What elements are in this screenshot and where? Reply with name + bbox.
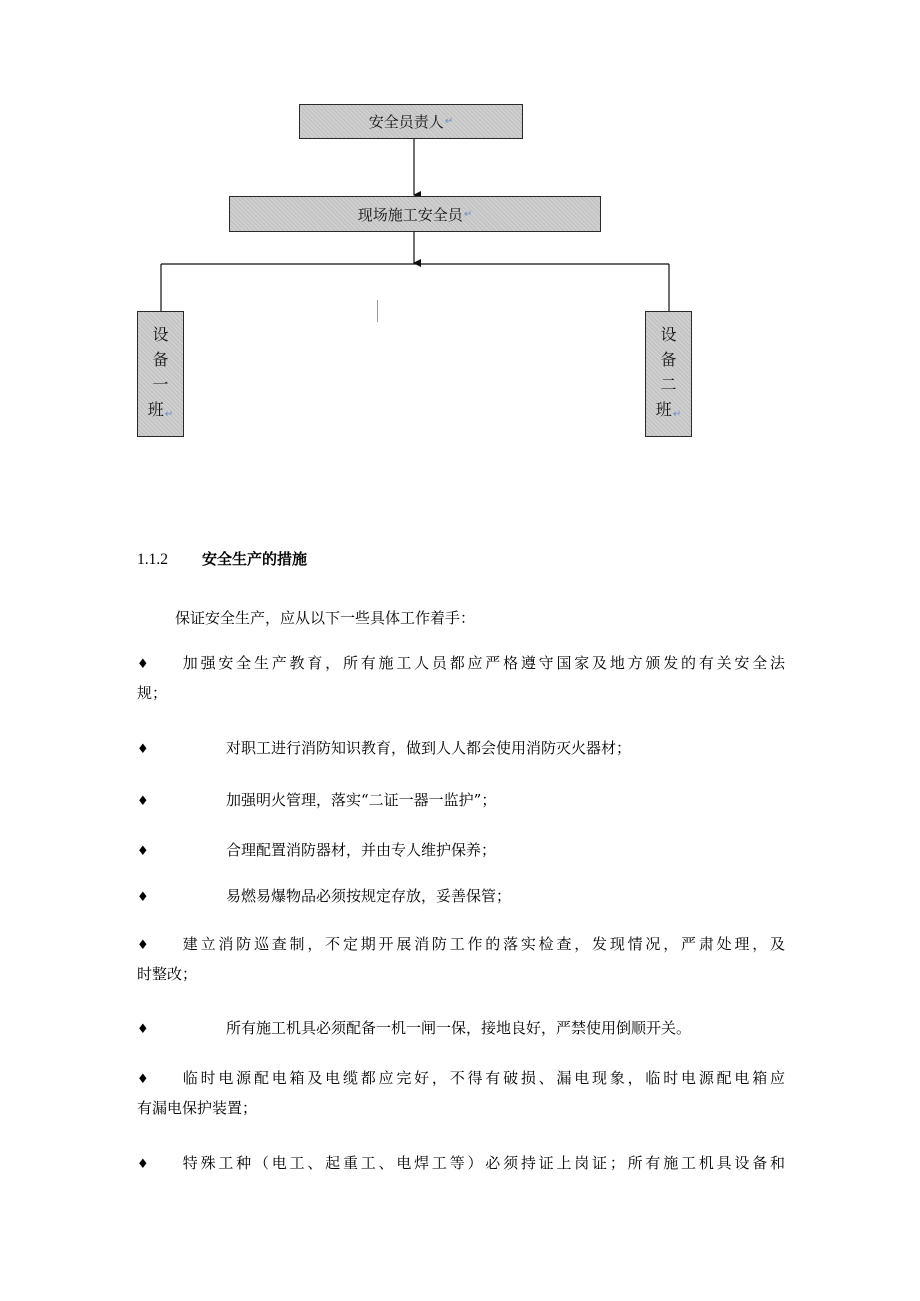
bullet-diamond-icon: ♦ [137,938,149,953]
org-box-team-1-char: 备 [152,349,169,369]
list-item-text: 加强安全生产教育，所有施工人员都应严格遵守国家及地方颁发的有关安全法 [180,654,785,672]
org-box-team-1-char: 设 [152,324,169,344]
bullet-diamond-icon: ♦ [137,1157,149,1172]
org-box-team-2-char [656,397,681,427]
list-item-continuation: 时整改； [137,965,198,983]
list-item-line [137,734,785,764]
intro-paragraph: 保证安全生产，应从以下一些具体工作着手： [175,609,476,627]
paragraph-mark-icon: ↵ [164,408,174,420]
list-item-text: 临时电源配电箱及电缆都应完好，不得有破损、漏电现象，临时电源配电箱应 [180,1069,785,1087]
org-box-site-safety-officer [229,196,601,232]
list-item-line [137,649,785,679]
list-item-continuation: 规； [137,684,168,702]
list-item [137,1149,785,1179]
list-item [137,882,785,912]
list-item-text: 建立消防巡查制，不定期开展消防工作的落实检查，发现情况，严肃处理，及 [180,935,785,953]
org-box-team-2-char-text: 班 [655,399,672,419]
org-box-safety-lead [299,104,523,139]
list-item [137,836,785,866]
list-item-line [137,1014,785,1044]
bullet-diamond-icon: ♦ [137,657,149,672]
paragraph-mark-icon: ↵ [444,116,454,127]
org-box-equipment-team-1 [137,311,184,437]
list-item-line [137,1064,785,1094]
list-item [137,1064,785,1123]
list-item-line [137,836,785,866]
bullet-diamond-icon: ♦ [137,844,149,859]
bullet-diamond-icon: ♦ [137,794,149,809]
list-item [137,649,785,708]
org-chart [0,0,920,460]
bullet-diamond-icon: ♦ [137,1072,149,1087]
org-box-equipment-team-2 [645,311,692,437]
list-item-text: 特殊工种（电工、起重工、电焊工等）必须持证上岗证；所有施工机具设备和 [180,1154,785,1172]
org-box-team-1-char [148,397,173,427]
section-title: 安全生产的措施 [202,550,308,568]
list-item [137,1014,785,1044]
bullet-diamond-icon: ♦ [137,890,149,905]
org-box-team-2-char: 备 [660,349,677,369]
list-item-text: 加强明火管理，落实“二证一器一监护”； [226,791,497,809]
list-item-text: 所有施工机具必须配备一机一闸一保，接地良好，严禁使用倒顺开关。 [226,1019,692,1037]
paragraph-mark-icon: ↵ [672,408,682,420]
list-item-line [137,786,785,816]
list-item-text: 合理配置消防器材，并由专人维护保养； [226,841,497,859]
bullet-diamond-icon: ♦ [137,742,149,757]
org-box-team-2-char: 设 [660,324,677,344]
org-box-team-1-char: 一 [152,374,169,394]
list-item [137,734,785,764]
org-box-team-2-char: 二 [660,374,677,394]
list-item-line [137,882,785,912]
paragraph-mark-icon: ↵ [463,208,473,220]
list-item-text: 易燃易爆物品必须按规定存放，妥善保管； [226,887,512,905]
org-box-safety-lead-label: 安全员责人 [368,113,444,131]
text-cursor-mark [377,300,378,322]
bullet-diamond-icon: ♦ [137,1022,149,1037]
list-item-line [137,1149,785,1179]
list-item-continuation: 有漏电保护装置； [137,1099,258,1117]
list-item [137,786,785,816]
section-heading [137,548,307,569]
org-box-site-safety-officer-label: 现场施工安全员 [357,205,463,224]
list-item-line [137,930,785,960]
list-item [137,930,785,989]
list-item-text: 对职工进行消防知识教育，做到人人都会使用消防灭火器材； [226,739,632,757]
section-number: 1.1.2 [137,551,168,568]
org-box-team-1-char-text: 班 [147,399,164,419]
